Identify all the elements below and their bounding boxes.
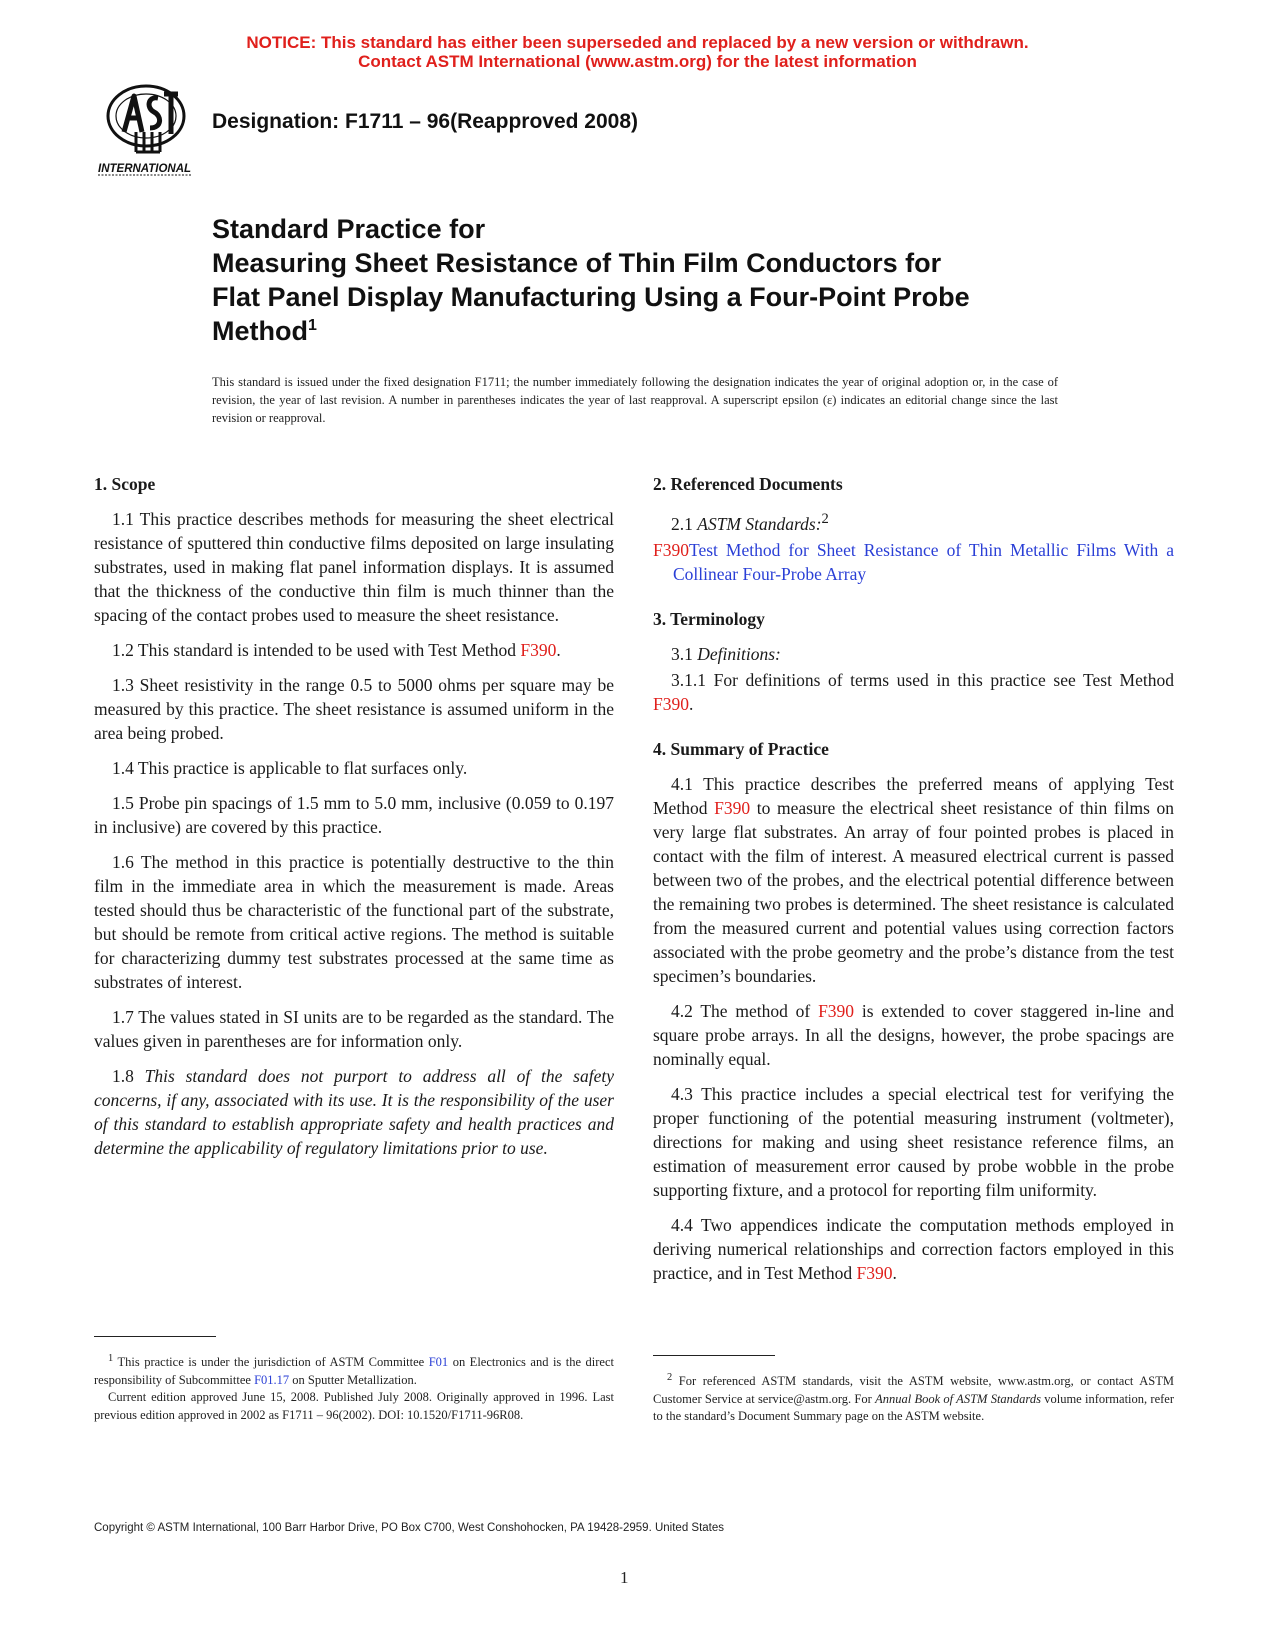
committee-link[interactable]: F01 xyxy=(428,1355,449,1370)
title-line-1: Standard Practice for xyxy=(212,214,486,244)
para-1-3: 1.3 Sheet resistivity in the range 0.5 to 5000 ohms per square may be measured by this practice. The sheet resistance is assumed uniform in the area being probed. xyxy=(94,675,614,743)
footnote-1-para-1 xyxy=(94,1350,614,1389)
document-title xyxy=(212,212,1092,348)
subcommittee-link[interactable]: F01.17 xyxy=(254,1372,290,1387)
title-footnote-marker[interactable]: 1 xyxy=(307,317,317,334)
para-4-2 xyxy=(653,999,1174,1071)
copyright: Copyright © ASTM International, 100 Barr Harbor Drive, PO Box C700, West Conshohocken, PA 19428-2959. United States xyxy=(94,1522,725,1534)
footnote-1-para-2: Current edition approved June 15, 2008. Published July 2008. Originally approved in 1996. Last previous edition approved in 2002 as F1711 – 96(2002). DOI: 10.1520/F1711-96R08. xyxy=(94,1390,614,1422)
page-number: 1 xyxy=(620,1568,629,1587)
para-4-3: 4.3 This practice includes a special electrical test for verifying the proper functioning of the potential measuring instrument (voltmeter), directions for making and using sheet resistance reference films, an estimation of measurement error caused by probe wobble in the probe supporting fixture, and a protocol for reporting film uniformity. xyxy=(653,1083,1174,1200)
left-column xyxy=(94,472,614,1171)
para-3-1-1 xyxy=(653,668,1174,716)
footnote-2-text-b: volume information, refer to the standard’s Document Summary page on the ASTM website. xyxy=(653,1391,1175,1424)
notice-line-1: NOTICE: This standard has either been superseded and replaced by a new version or withdrawn. xyxy=(246,33,1029,52)
astm-logo-icon xyxy=(96,82,206,178)
issue-note: This standard is issued under the fixed designation F1711; the number immediately following the designation indicates the year of original adoption or, in the case of revision, the year of last revision. A number in parentheses indicates the year of last reapproval. A superscript epsilon (ε) indicates an editorial change since the last revision or reapproval. xyxy=(212,375,1058,425)
footnote-2-italic: Annual Book of ASTM Standards xyxy=(875,1391,1041,1406)
para-3-1-1-text: 3.1.1 For definitions of terms used in this practice see Test Method xyxy=(671,669,1174,690)
title-line-2: Measuring Sheet Resistance of Thin Film Conductors for xyxy=(212,248,942,278)
para-2-1-text: ASTM Standards: xyxy=(697,513,822,534)
para-3-1 xyxy=(653,642,1174,666)
para-1-8-num: 1.8 xyxy=(112,1066,134,1086)
para-4-4-text: 4.4 Two appendices indicate the computation methods employed in deriving numerical relationships and correction factors employed in this practice, and in Test Method xyxy=(653,1214,1174,1283)
para-1-5: 1.5 Probe pin spacings of 1.5 mm to 5.0 mm, inclusive (0.059 to 0.197 in inclusive) are covered by this practice. xyxy=(94,793,614,837)
f390-link[interactable]: F390 xyxy=(653,693,689,714)
footnote-1-text-b: on Electronics and is the direct responsibility of Subcommittee xyxy=(94,1355,614,1387)
para-3-1-text: Definitions: xyxy=(697,643,781,664)
section-1-heading: 1. Scope xyxy=(94,474,156,494)
para-1-7: 1.7 The values stated in SI units are to be regarded as the standard. The values given in parentheses are for information only. xyxy=(94,1007,614,1051)
para-4-2-text-a: 4.2 The method of xyxy=(671,1000,811,1021)
astm-logo-graphic xyxy=(96,82,206,178)
withdrawn-notice xyxy=(0,33,1275,71)
notice-line-2: Contact ASTM International (www.astm.org) for the latest information xyxy=(358,52,917,71)
reference-entry-f390 xyxy=(653,538,1174,586)
para-1-1: 1.1 This practice describes methods for measuring the sheet electrical resistance of sputtered thin conductive films deposited on large insulating substrates, used in making flat panel information displays. It is assumed that the thickness of the conductive thin film is much thinner than the spacing of the contact probes used to measure the sheet resistance. xyxy=(94,509,614,625)
para-1-2-end: . xyxy=(556,640,561,660)
section-2-heading: 2. Referenced Documents xyxy=(653,474,843,494)
footnote-2-para xyxy=(653,1369,1174,1426)
logo-text: INTERNATIONAL xyxy=(98,163,192,175)
footnote-1-text-a: This practice is under the jurisdiction of ASTM Committee xyxy=(117,1355,425,1370)
f390-link[interactable]: F390 xyxy=(818,1000,855,1021)
para-1-8 xyxy=(94,1064,614,1160)
f390-link[interactable]: F390 xyxy=(856,1262,893,1283)
para-4-4 xyxy=(653,1213,1174,1285)
title-line-4 xyxy=(212,314,1092,348)
f390-link[interactable]: F390 xyxy=(520,640,557,660)
title-line-3: Flat Panel Display Manufacturing Using a Four-Point Probe xyxy=(212,282,970,312)
para-1-6: 1.6 The method in this practice is potentially destructive to the thin film in the immediate area in which the measurement is made. Areas tested should thus be characteristic of the functional part of the substrate, but should be remote from critical active regions. The method is suitable for characterizing dummy test substrates processed at the same time as substrates of interest. xyxy=(94,852,614,992)
reference-title-link[interactable]: Test Method for Sheet Resistance of Thin Metallic Films With a Collinear Four-Probe Array xyxy=(673,539,1174,584)
para-1-2-text: 1.2 This standard is intended to be used with Test Method xyxy=(112,640,516,660)
para-3-1-1-end: . xyxy=(688,693,694,714)
right-column xyxy=(653,472,1174,1296)
para-3-1-num: 3.1 xyxy=(671,643,693,664)
para-2-1-num: 2.1 xyxy=(671,513,693,534)
footnote-divider xyxy=(653,1355,775,1356)
footnote-2-block xyxy=(653,1355,1174,1426)
para-1-4: 1.4 This practice is applicable to flat surfaces only. xyxy=(112,758,468,778)
title-line-4-text: Method xyxy=(212,316,308,346)
designation: Designation: F1711 – 96(Reapproved 2008) xyxy=(212,110,638,133)
para-4-1-text-b: to measure the electrical sheet resistance of thin films on very large flat substrates. An array of four pointed probes is placed in contact with the film of interest. A measured electrical current is passed between two of the probes, and the electrical potential difference between the remaining two probes is determined. The sheet resistance is calculated from the measured current and potential values using correction factors associated with the probe geometry and the probe’s distance from the test specimen’s boundaries. xyxy=(653,797,1175,986)
section-3-heading: 3. Terminology xyxy=(653,608,765,629)
footnote-1 xyxy=(94,1350,614,1424)
footnote-divider xyxy=(94,1336,216,1337)
para-4-4-end: . xyxy=(892,1262,897,1283)
footnote-1-number: 1 xyxy=(108,1353,114,1364)
footnote-1-block xyxy=(94,1336,614,1424)
footnote-2-number: 2 xyxy=(667,1372,673,1383)
footnote-1-text-c: on Sputter Metallization. xyxy=(292,1372,417,1387)
para-4-1 xyxy=(653,772,1174,988)
para-4-2-text-b: is extended to cover staggered in-line and square probe arrays. In all the designs, however, the probe spacings are nominally equal. xyxy=(653,1000,1175,1069)
para-4-1-text-a: 4.1 This practice describes the preferred means of applying Test Method xyxy=(653,773,1174,818)
footnote-2 xyxy=(653,1369,1174,1426)
para-1-2 xyxy=(94,638,614,662)
reference-code[interactable]: F390 xyxy=(653,539,689,560)
para-2-1 xyxy=(653,507,1174,536)
para-1-8-text: This standard does not purport to address all of the safety concerns, if any, associated with its use. It is the responsibility of the user of this standard to establish appropriate safety and health practices and determine the applicability of regulatory limitations prior to use. xyxy=(94,1066,614,1158)
footnote-2-marker[interactable]: 2 xyxy=(821,511,829,527)
section-4-heading: 4. Summary of Practice xyxy=(653,738,829,759)
footnote-2-text-a: For referenced ASTM standards, visit the ASTM website, www.astm.org, or contact ASTM Customer Service at service@astm.org. For xyxy=(653,1374,1174,1406)
f390-link[interactable]: F390 xyxy=(714,797,751,818)
